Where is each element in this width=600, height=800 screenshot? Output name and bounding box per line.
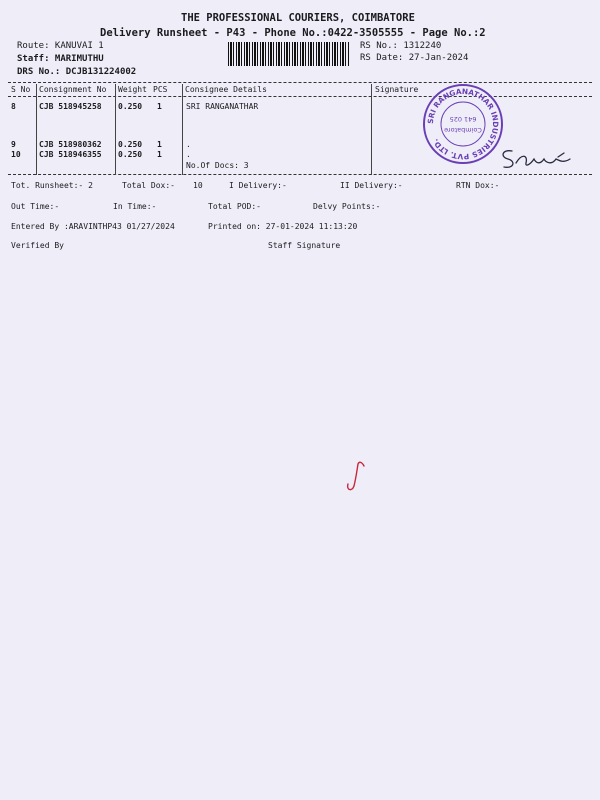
row-consignee: .	[186, 150, 191, 159]
row-consignment: CJB 518980362	[39, 140, 102, 149]
column-header-consignment: Consignment No	[39, 85, 107, 94]
rs-number: RS No.: 1312240	[360, 41, 442, 51]
column-header-consignee: Consignee Details	[185, 85, 267, 94]
stamp-ring-text: SRI RANGANATHAR INDUSTRIES PVT. LTD.	[425, 86, 501, 162]
verified-by: Verified By	[11, 241, 64, 250]
table-bottom-rule	[8, 174, 592, 175]
ii-delivery: II Delivery:-	[340, 181, 403, 190]
row-consignment: CJB 518945258	[39, 102, 102, 111]
rs-date: RS Date: 27-Jan-2024	[360, 53, 469, 63]
table-header-rule	[8, 96, 592, 97]
column-header-sno: S No	[11, 85, 31, 94]
drs-label: DRS No.: DCJB131224002	[17, 67, 137, 77]
route-label: Route: KANUVAI 1	[17, 41, 104, 51]
handwritten-signature	[498, 145, 578, 171]
column-divider	[371, 84, 372, 175]
company-title: THE PROFESSIONAL COURIERS, COIMBATORE	[181, 12, 415, 24]
stamp-pin: 641 025	[449, 115, 477, 123]
table-top-rule	[8, 82, 592, 83]
barcode	[228, 42, 350, 66]
entered-by: Entered By :ARAVINTHP43 01/27/2024	[11, 222, 175, 231]
column-divider	[36, 84, 37, 175]
row-consignment: CJB 518946355	[39, 150, 102, 159]
runsheet-title: Delivery Runsheet - P43 - Phone No.:0422-3505555 - Page No.:2	[100, 27, 486, 39]
row-sno: 9	[11, 140, 16, 149]
no-of-docs: No.Of Docs: 3	[186, 161, 249, 170]
stamp-city: Coimbatore	[444, 126, 482, 134]
total-dox-value: 10	[193, 181, 203, 190]
out-time: Out Time:-	[11, 202, 60, 211]
row-weight: 0.250	[118, 150, 143, 159]
row-weight: 0.250	[118, 140, 143, 149]
red-handwritten-mark	[340, 458, 370, 494]
row-consignee: .	[186, 140, 191, 149]
row-pcs: 1	[157, 102, 162, 111]
rtn-dox: RTN Dox:-	[456, 181, 500, 190]
in-time: In Time:-	[113, 202, 157, 211]
total-pod: Total POD:-	[208, 202, 261, 211]
row-pcs: 1	[157, 150, 162, 159]
printed-on: Printed on: 27-01-2024 11:13:20	[208, 222, 358, 231]
column-header-signature: Signature	[375, 85, 419, 94]
column-header-pcs: PCS	[153, 85, 168, 94]
tot-runsheet: Tot. Runsheet:- 2	[11, 181, 93, 190]
row-pcs: 1	[157, 140, 162, 149]
staff-signature: Staff Signature	[268, 241, 341, 250]
delvy-points: Delvy Points:-	[313, 202, 381, 211]
column-divider	[115, 84, 116, 175]
column-divider	[182, 84, 183, 175]
row-sno: 8	[11, 102, 16, 111]
i-delivery: I Delivery:-	[229, 181, 287, 190]
row-sno: 10	[11, 150, 21, 159]
column-header-weight: Weight	[118, 85, 147, 94]
company-stamp	[422, 83, 504, 165]
row-consignee: SRI RANGANATHAR	[186, 102, 259, 111]
row-weight: 0.250	[118, 102, 143, 111]
staff-label: Staff: MARIMUTHU	[17, 54, 104, 64]
total-dox-label: Total Dox:-	[122, 181, 175, 190]
